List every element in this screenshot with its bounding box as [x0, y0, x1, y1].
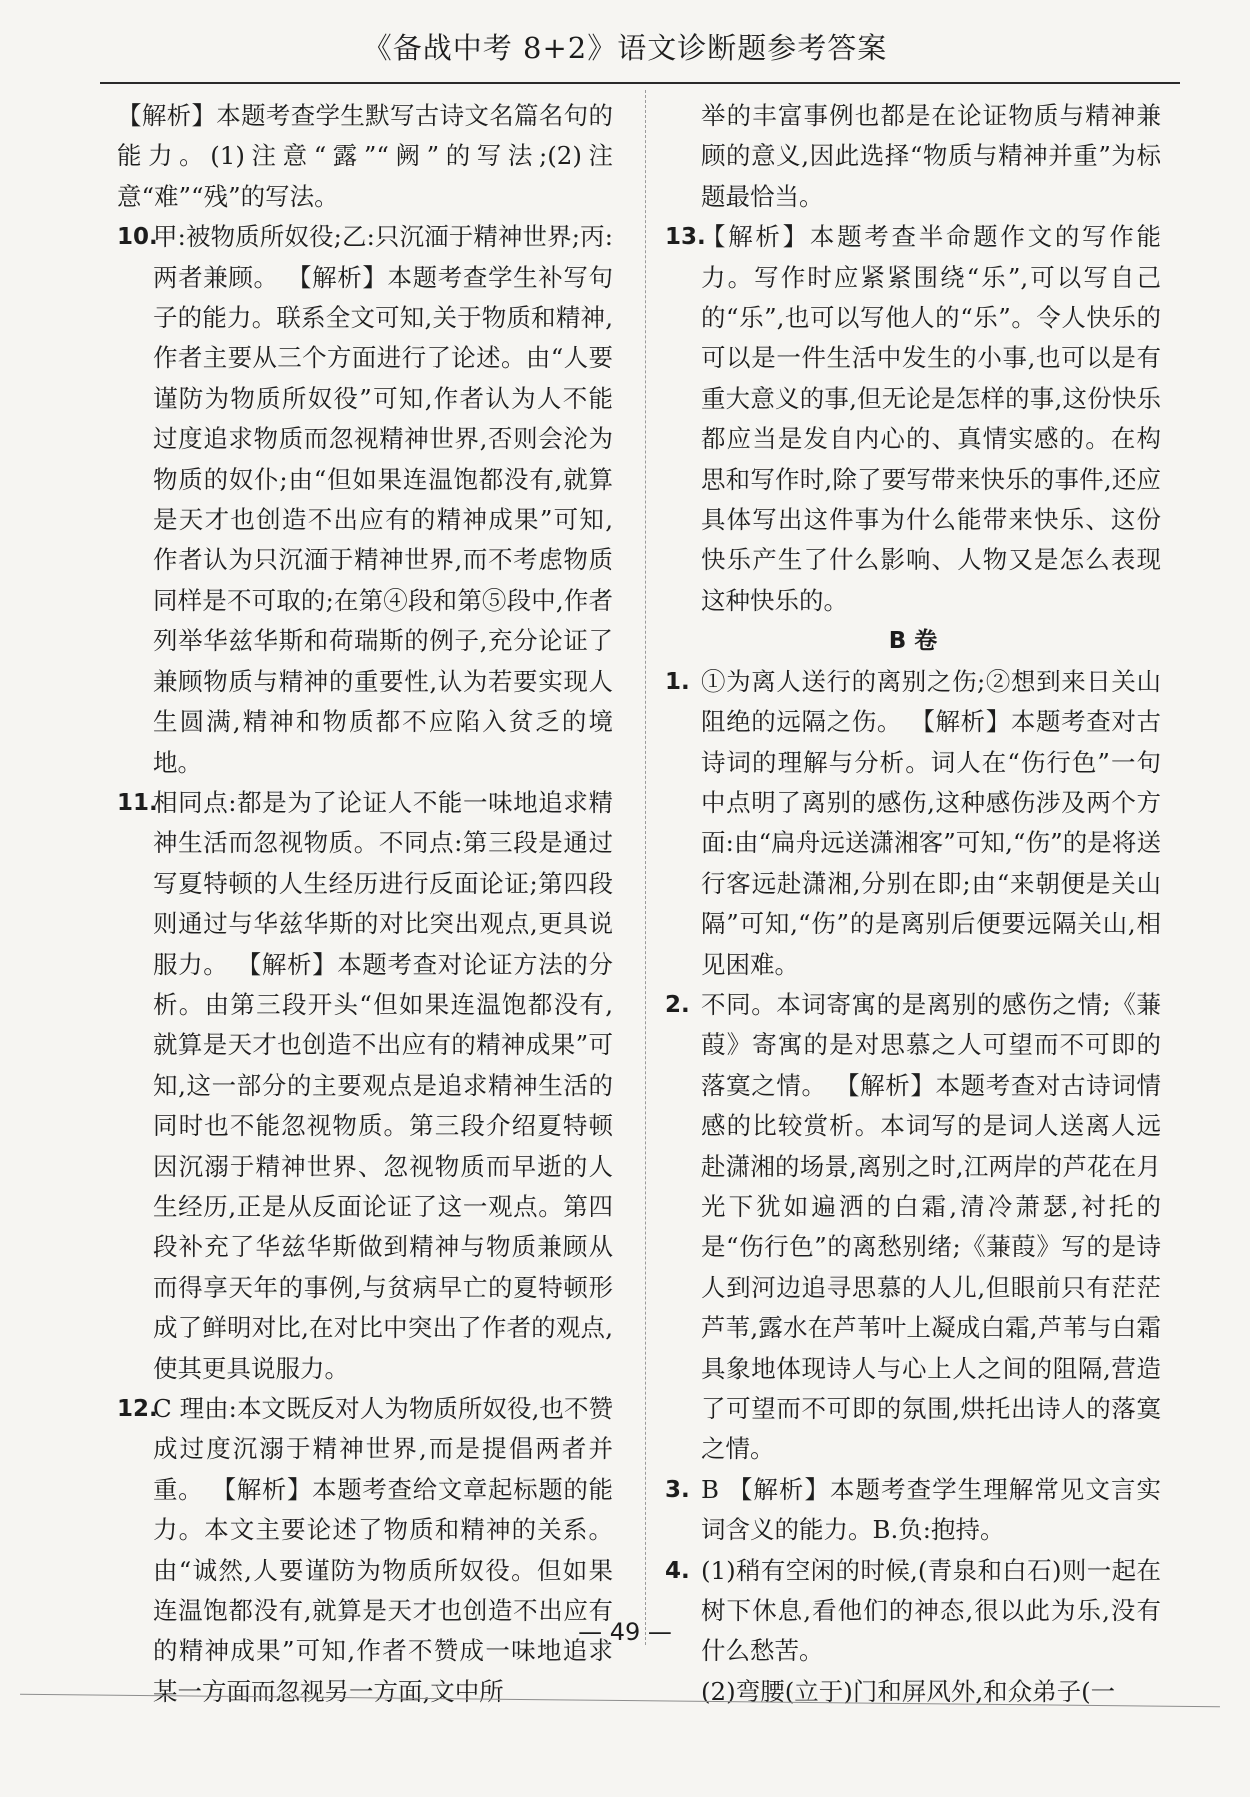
answer-text: 甲:被物质所奴役;乙:只沉湎于精神世界;丙:两者兼顾。 【解析】本题考查学生补写句子的能力。联系全文可知,关于物质和精神,作者主要从三个方面进行了论述。由“人要谨防为物质所奴役”可知,作者认为人不能过度追求物质而忽视精神世界,否则会沦为物质的奴仆;由“但如果连温饱都没有,就算是天才也创造不出应有的精神成果”可知,作者认为只沉湎于精神世界,而不考虑物质同样是不可取的;在第④段和第⑤段中,作者列举华兹华斯和荷瑞斯的例子,充分论证了兼顾物质与精神的重要性,认为若要实现人生圆满,精神和物质都不应陷入贫乏的境地。 — [153, 222, 613, 777]
section-b-title: B 卷 — [888, 628, 938, 655]
question-number: 1. — [665, 668, 690, 695]
left-column — [117, 96, 613, 1712]
answer-text: 相同点:都是为了论证人不能一味地追求精神生活而忽视物质。不同点:第三段是通过写夏特顿的人生经历进行反面论证;第四段则通过与华兹华斯的对比突出观点,更具说服力。 【解析】本题考查对论证方法的分析。由第三段开头“但如果连温饱都没有,就算是天才也创造不出应有的精神成果”可知,这一部分的主要观点是追求精神生活的同时也不能忽视物质。第三段介绍夏特顿因沉溺于精神世界、忽视物质而早逝的人生经历,正是从反面论证了这一观点。第四段补充了华兹华斯做到精神与物质兼顾从而得享天年的事例,与贫病早亡的夏特顿形成了鲜明对比,在对比中突出了作者的观点,使其更具说服力。 — [153, 787, 613, 1383]
question-number: 11. — [117, 789, 158, 816]
right-column — [665, 96, 1161, 1712]
answer-text: C 理由:本文既反对人为物质所奴役,也不赞成过度沉溺于精神世界,而是提倡两者并重。 【解析】本题考查给文章起标题的能力。本文主要论述了物质和精神的关系。由“诚然,人要谨防为物质所奴役。但如果连温饱都没有,就算是天才也创造不出应有的精神成果”可知,作者不赞成一味地追求某一方面而忽视另一方面,文中所 — [153, 1394, 613, 1706]
question-number: 4. — [665, 1557, 690, 1584]
answer-b1 — [665, 662, 1161, 985]
answer-13 — [665, 217, 1161, 621]
question-number: 12. — [117, 1396, 158, 1422]
page-title: 《备战中考 8+2》语文诊断题参考答案 — [362, 31, 888, 65]
answer-text: 不同。本词寄寓的是离别的感伤之情;《蒹葭》寄寓的是对思慕之人可望而不可即的落寞之情。 【解析】本题考查对古诗词情感的比较赏析。本词写的是词人送离人远赴潇湘的场景,离别之时,江两岸的芦花在月光下犹如遍洒的白霜,清冷萧瑟,衬托的是“伤行色”的离愁别绪;《蒹葭》写的是诗人到河边追寻思慕的人儿,但眼前只有茫茫芦苇,露水在芦苇叶上凝成白霜,芦苇与白霜具象地体现诗人与心上人之间的阻隔,营造了可望而不可即的氛围,烘托出诗人的落寞之情。 — [701, 989, 1161, 1464]
answer-b4 — [665, 1551, 1161, 1672]
answer-text: 【解析】本题考查半命题作文的写作能力。写作时应紧紧围绕“乐”,可以写自己的“乐”,也可以写他人的“乐”。令人快乐的可以是一件生活中发生的小事,也可以是有重大意义的事,但无论是怎样的事,这份快乐都应当是发自内心的、真情实感的。在构思和写作时,除了要写带来快乐的事件,还应具体写出这件事为什么能带来快乐、这份快乐产生了什么影响、人物又是怎么表现这种快乐的。 — [701, 222, 1161, 615]
intro-answer: 【解析】本题考查学生默写古诗文名篇名句的能力。(1)注意“露”“阙”的写法;(2)注意“难”“残”的写法。 — [117, 101, 613, 211]
answer-11 — [117, 783, 613, 1389]
answer-text: (1)稍有空闲的时候,(青泉和白石)则一起在树下休息,看他们的神态,很以此为乐,没有什么愁苦。 — [701, 1555, 1161, 1666]
answer-10 — [117, 217, 613, 783]
question-number: 13. — [665, 224, 706, 251]
question-number: 2. — [665, 991, 690, 1018]
page-number: — 49 — — [578, 1618, 672, 1646]
question-number: 3. — [665, 1476, 690, 1503]
answer-b2 — [665, 985, 1161, 1470]
answer-b3 — [665, 1470, 1161, 1551]
answer-text: B 【解析】本题考查学生理解常见文言实词含义的能力。B.负:抱持。 — [701, 1474, 1161, 1545]
answer-text: ①为离人送行的离别之伤;②想到来日关山阻绝的远隔之伤。 【解析】本题考查对古诗词的理解与分析。词人在“伤行色”一句中点明了离别的感伤,这种感伤涉及两个方面:由“扁舟远送潇湘客”可知,“伤”的是将送行客远赴潇湘,分别在即;由“来朝便是关山隔”可知,“伤”的是离别后便要远隔关山,相见困难。 — [701, 666, 1161, 979]
question-number: 10. — [117, 224, 158, 251]
answer-12 — [117, 1389, 613, 1712]
header-rule — [100, 82, 1180, 84]
answer-12-continued: 举的丰富事例也都是在论证物质与精神兼顾的意义,因此选择“物质与精神并重”为标题最恰当。 — [701, 101, 1161, 211]
column-divider — [645, 90, 646, 1645]
answer-b4-part2: (2)弯腰(立于)门和屏风外,和众弟子(一 — [701, 1676, 1116, 1706]
